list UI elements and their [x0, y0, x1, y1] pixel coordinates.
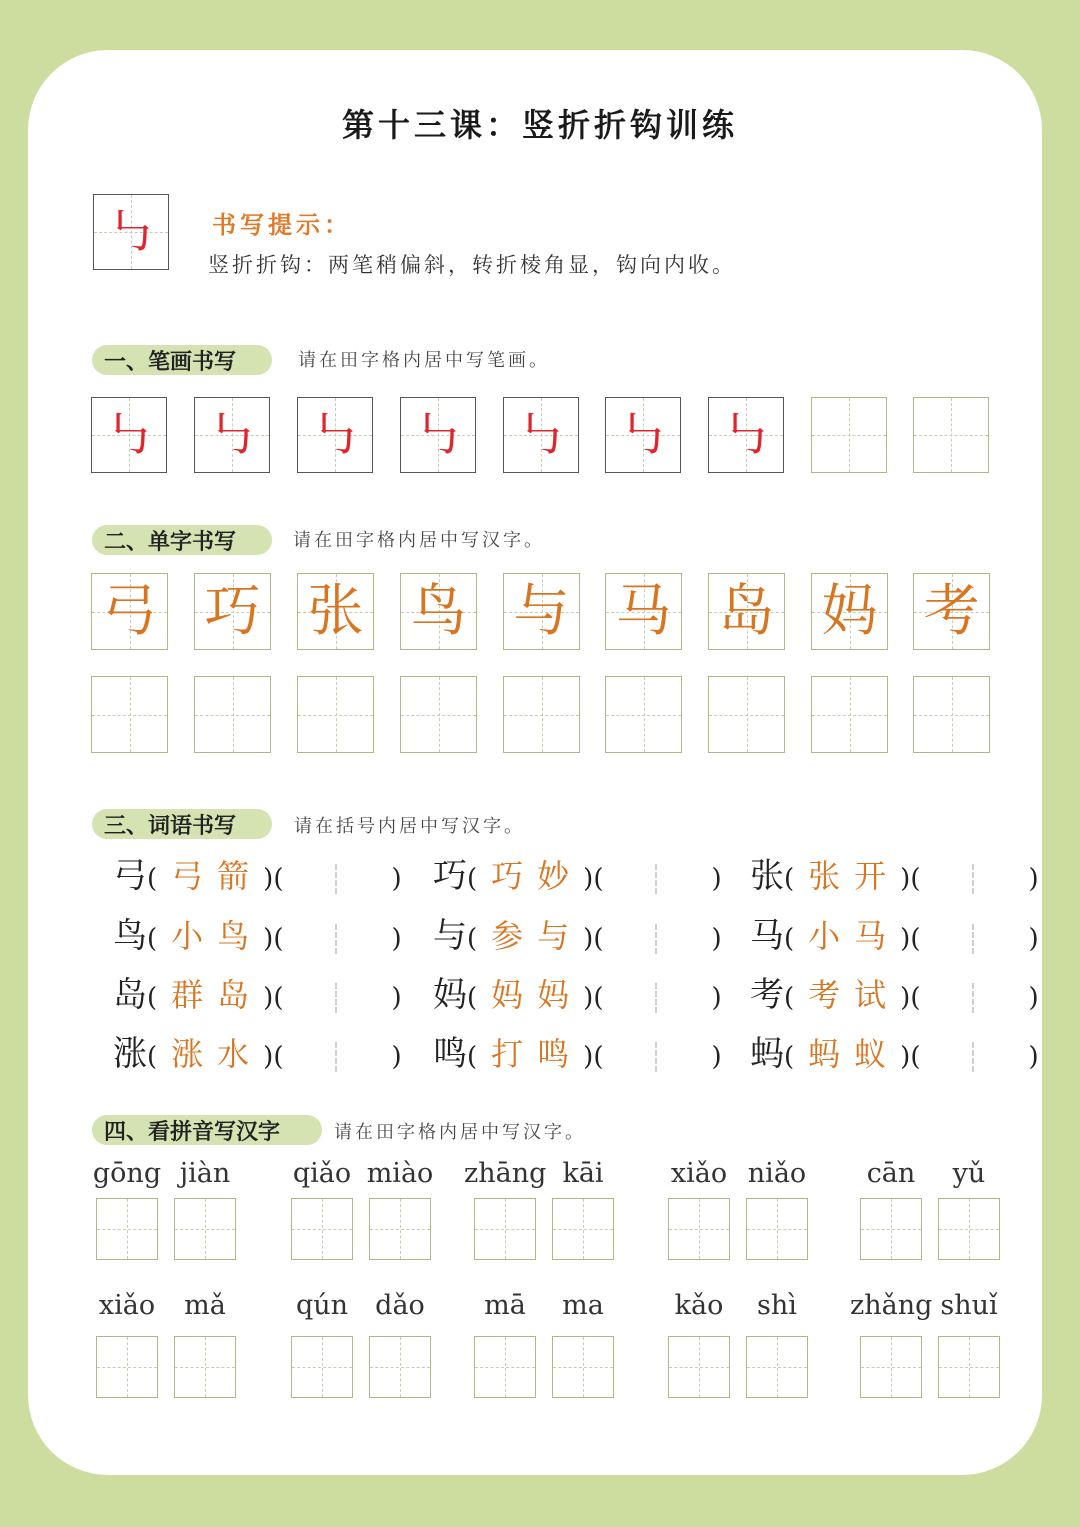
pinyin-label: niǎo	[747, 1158, 807, 1189]
word-example: 群岛	[171, 976, 264, 1014]
word-group	[433, 854, 722, 901]
pinyin-answer-box[interactable]	[552, 1336, 614, 1398]
blank-center-divider	[335, 983, 337, 1013]
paren-close: )	[1028, 864, 1039, 894]
char-model: 岛	[718, 578, 775, 644]
char-practice-box[interactable]	[503, 676, 580, 753]
word-base-char: 蚂	[750, 1034, 784, 1074]
stroke-model: ㇉	[413, 406, 463, 464]
section3-instruction: 请在括号内居中写汉字。	[294, 816, 525, 837]
word-example: 小鸟	[171, 917, 264, 955]
char-practice-box[interactable]	[194, 676, 271, 753]
pinyin-answer-box[interactable]	[938, 1336, 1000, 1398]
paren-pair: )(	[263, 1042, 284, 1072]
word-example: 妈妈	[491, 976, 584, 1014]
paren-close: )	[391, 1042, 402, 1072]
blank-center-divider	[335, 864, 337, 894]
paren-open: (	[467, 983, 478, 1013]
pinyin-label: qún	[295, 1290, 349, 1321]
blank-center-divider	[335, 924, 337, 954]
pinyin-label: mǎ	[184, 1290, 226, 1321]
pinyin-label: qiǎo	[292, 1158, 352, 1189]
char-model: 张	[307, 578, 364, 644]
pinyin-answer-box[interactable]	[174, 1198, 236, 1260]
blank-center-divider	[972, 1042, 974, 1072]
char-model: 马	[615, 578, 672, 644]
paren-open: (	[784, 864, 795, 894]
pinyin-answer-box[interactable]	[96, 1198, 158, 1260]
word-answer-blank[interactable]	[920, 983, 1028, 1013]
paren-pair: )(	[583, 1042, 604, 1072]
pinyin-answer-box[interactable]	[174, 1336, 236, 1398]
char-model: 与	[513, 578, 570, 644]
section3-label: 三、词语书写	[92, 809, 272, 839]
word-base-char: 与	[433, 916, 467, 956]
paren-pair: )(	[900, 1042, 921, 1072]
word-group	[750, 973, 1039, 1020]
paren-pair: )(	[583, 983, 604, 1013]
paren-close: )	[1028, 983, 1039, 1013]
word-answer-blank[interactable]	[603, 864, 711, 894]
pinyin-answer-box[interactable]	[746, 1198, 808, 1260]
pinyin-answer-box[interactable]	[369, 1336, 431, 1398]
pinyin-label: jiàn	[179, 1158, 231, 1189]
word-group	[113, 914, 402, 961]
pinyin-label: ma	[562, 1290, 604, 1321]
stroke-model: ㇉	[721, 406, 771, 464]
paren-close: )	[711, 924, 722, 954]
paren-close: )	[711, 983, 722, 1013]
word-base-char: 鸟	[113, 916, 147, 956]
section1-label: 一、笔画书写	[92, 345, 272, 375]
word-base-char: 涨	[113, 1034, 147, 1074]
word-answer-blank[interactable]	[920, 924, 1028, 954]
pinyin-label: yǔ	[952, 1158, 986, 1189]
word-answer-blank[interactable]	[283, 983, 391, 1013]
char-model-box	[605, 573, 682, 650]
pinyin-answer-box[interactable]	[369, 1198, 431, 1260]
paren-close: )	[711, 1042, 722, 1072]
char-model-box	[400, 573, 477, 650]
char-practice-box[interactable]	[708, 676, 785, 753]
paren-pair: )(	[263, 864, 284, 894]
stroke-practice-box-empty[interactable]	[811, 397, 887, 473]
char-model: 弓	[101, 578, 158, 644]
word-base-char: 弓	[113, 856, 147, 896]
paren-open: (	[467, 924, 478, 954]
word-example: 巧妙	[491, 857, 584, 895]
char-practice-box[interactable]	[811, 676, 888, 753]
stroke-practice-box	[605, 397, 681, 473]
word-answer-blank[interactable]	[603, 983, 711, 1013]
word-example: 弓箭	[171, 857, 264, 895]
char-practice-box[interactable]	[400, 676, 477, 753]
char-model-box	[194, 573, 271, 650]
paren-close: )	[391, 983, 402, 1013]
section4-label: 四、看拼音写汉字	[92, 1115, 322, 1145]
word-base-char: 考	[750, 975, 784, 1015]
char-practice-box[interactable]	[913, 676, 990, 753]
word-group	[750, 914, 1039, 961]
pinyin-answer-box[interactable]	[668, 1198, 730, 1260]
paren-pair: )(	[263, 983, 284, 1013]
paren-pair: )(	[263, 924, 284, 954]
word-group	[113, 1032, 402, 1079]
word-example: 考试	[808, 976, 901, 1014]
stroke-practice-box	[503, 397, 579, 473]
word-group	[433, 914, 722, 961]
paren-pair: )(	[900, 864, 921, 894]
pinyin-answer-box[interactable]	[938, 1198, 1000, 1260]
paren-open: (	[147, 864, 158, 894]
char-model: 鸟	[410, 578, 467, 644]
pinyin-label: xiǎo	[98, 1290, 156, 1321]
blank-center-divider	[655, 924, 657, 954]
section4-instruction: 请在田字格内居中写汉字。	[334, 1122, 586, 1143]
pinyin-answer-box[interactable]	[860, 1336, 922, 1398]
paren-close: )	[711, 864, 722, 894]
paren-pair: )(	[900, 983, 921, 1013]
word-answer-blank[interactable]	[920, 864, 1028, 894]
pinyin-label: dǎo	[375, 1290, 425, 1321]
stroke-practice-box	[400, 397, 476, 473]
pinyin-answer-box[interactable]	[552, 1198, 614, 1260]
paren-open: (	[784, 983, 795, 1013]
word-group	[750, 1032, 1039, 1079]
stroke-model: ㇉	[207, 406, 257, 464]
word-base-char: 妈	[433, 975, 467, 1015]
pinyin-label: shuǐ	[940, 1290, 998, 1321]
word-group	[433, 1032, 722, 1079]
blank-center-divider	[335, 1042, 337, 1072]
paren-close: )	[1028, 924, 1039, 954]
char-model-box	[913, 573, 990, 650]
word-example: 参与	[491, 917, 584, 955]
paren-close: )	[391, 924, 402, 954]
word-example: 张开	[808, 857, 901, 895]
section2-label: 二、单字书写	[92, 525, 272, 555]
paren-pair: )(	[900, 924, 921, 954]
pinyin-label: kǎo	[674, 1290, 724, 1321]
word-answer-blank[interactable]	[603, 924, 711, 954]
stroke-model: ㇉	[516, 406, 566, 464]
pinyin-answer-box[interactable]	[746, 1336, 808, 1398]
char-model-box	[811, 573, 888, 650]
pinyin-answer-box[interactable]	[291, 1336, 353, 1398]
blank-center-divider	[655, 1042, 657, 1072]
word-base-char: 岛	[113, 975, 147, 1015]
stroke-practice-box	[708, 397, 784, 473]
pinyin-label: miào	[366, 1158, 434, 1189]
pinyin-answer-box[interactable]	[474, 1336, 536, 1398]
stroke-practice-box	[194, 397, 270, 473]
char-practice-box[interactable]	[605, 676, 682, 753]
stroke-practice-box-empty[interactable]	[913, 397, 989, 473]
word-answer-blank[interactable]	[283, 1042, 391, 1072]
word-group	[113, 854, 402, 901]
paren-pair: )(	[583, 864, 604, 894]
char-model: 考	[923, 578, 980, 644]
pinyin-label: gōng	[92, 1158, 162, 1189]
word-example: 打鸣	[491, 1035, 584, 1073]
pinyin-answer-box[interactable]	[291, 1198, 353, 1260]
word-example: 小马	[808, 917, 901, 955]
stroke-practice-box	[91, 397, 167, 473]
pinyin-label: cān	[866, 1158, 916, 1189]
paren-open: (	[147, 983, 158, 1013]
word-example: 蚂蚁	[808, 1035, 901, 1073]
word-base-char: 张	[750, 856, 784, 896]
blank-center-divider	[972, 864, 974, 894]
pinyin-label: mā	[484, 1290, 526, 1321]
char-practice-box[interactable]	[297, 676, 374, 753]
word-answer-blank[interactable]	[920, 1042, 1028, 1072]
char-practice-box[interactable]	[91, 676, 168, 753]
word-base-char: 鸣	[433, 1034, 467, 1074]
page-title: 第十三课：竖折折钩训练	[341, 106, 738, 144]
paren-open: (	[784, 924, 795, 954]
pinyin-answer-box[interactable]	[96, 1336, 158, 1398]
tip-stroke-char: ㇉	[106, 203, 156, 261]
char-model: 巧	[204, 578, 261, 644]
tip-text: 竖折折钩：两笔稍偏斜，转折棱角显，钩向内收。	[208, 253, 736, 277]
pinyin-label: kāi	[562, 1158, 604, 1189]
word-answer-blank[interactable]	[603, 1042, 711, 1072]
paren-open: (	[147, 924, 158, 954]
word-group	[113, 973, 402, 1020]
char-model-box	[297, 573, 374, 650]
paren-open: (	[467, 1042, 478, 1072]
word-base-char: 马	[750, 916, 784, 956]
pinyin-label: shì	[757, 1290, 797, 1321]
paren-open: (	[147, 1042, 158, 1072]
word-answer-blank[interactable]	[283, 864, 391, 894]
blank-center-divider	[655, 983, 657, 1013]
paren-open: (	[467, 864, 478, 894]
blank-center-divider	[972, 924, 974, 954]
word-answer-blank[interactable]	[283, 924, 391, 954]
char-model-box	[91, 573, 168, 650]
blank-center-divider	[655, 864, 657, 894]
char-model: 妈	[821, 578, 878, 644]
section1-instruction: 请在田字格内居中写笔画。	[298, 350, 550, 371]
paren-close: )	[1028, 1042, 1039, 1072]
blank-center-divider	[972, 983, 974, 1013]
tip-stroke-box	[93, 194, 169, 270]
paren-pair: )(	[583, 924, 604, 954]
paren-close: )	[391, 864, 402, 894]
word-group	[750, 854, 1039, 901]
word-example: 涨水	[171, 1035, 264, 1073]
stroke-model: ㇉	[310, 406, 360, 464]
pinyin-answer-box[interactable]	[474, 1198, 536, 1260]
word-base-char: 巧	[433, 856, 467, 896]
stroke-practice-box	[297, 397, 373, 473]
stroke-model: ㇉	[104, 406, 154, 464]
pinyin-answer-box[interactable]	[668, 1336, 730, 1398]
pinyin-label: zhāng	[464, 1158, 547, 1189]
pinyin-label: zhǎng	[850, 1290, 933, 1321]
pinyin-label: xiǎo	[670, 1158, 728, 1189]
paren-open: (	[784, 1042, 795, 1072]
pinyin-answer-box[interactable]	[860, 1198, 922, 1260]
word-group	[433, 973, 722, 1020]
char-model-box	[708, 573, 785, 650]
section2-instruction: 请在田字格内居中写汉字。	[293, 530, 545, 551]
tip-label: 书写提示：	[212, 211, 352, 239]
char-model-box	[503, 573, 580, 650]
stroke-model: ㇉	[618, 406, 668, 464]
